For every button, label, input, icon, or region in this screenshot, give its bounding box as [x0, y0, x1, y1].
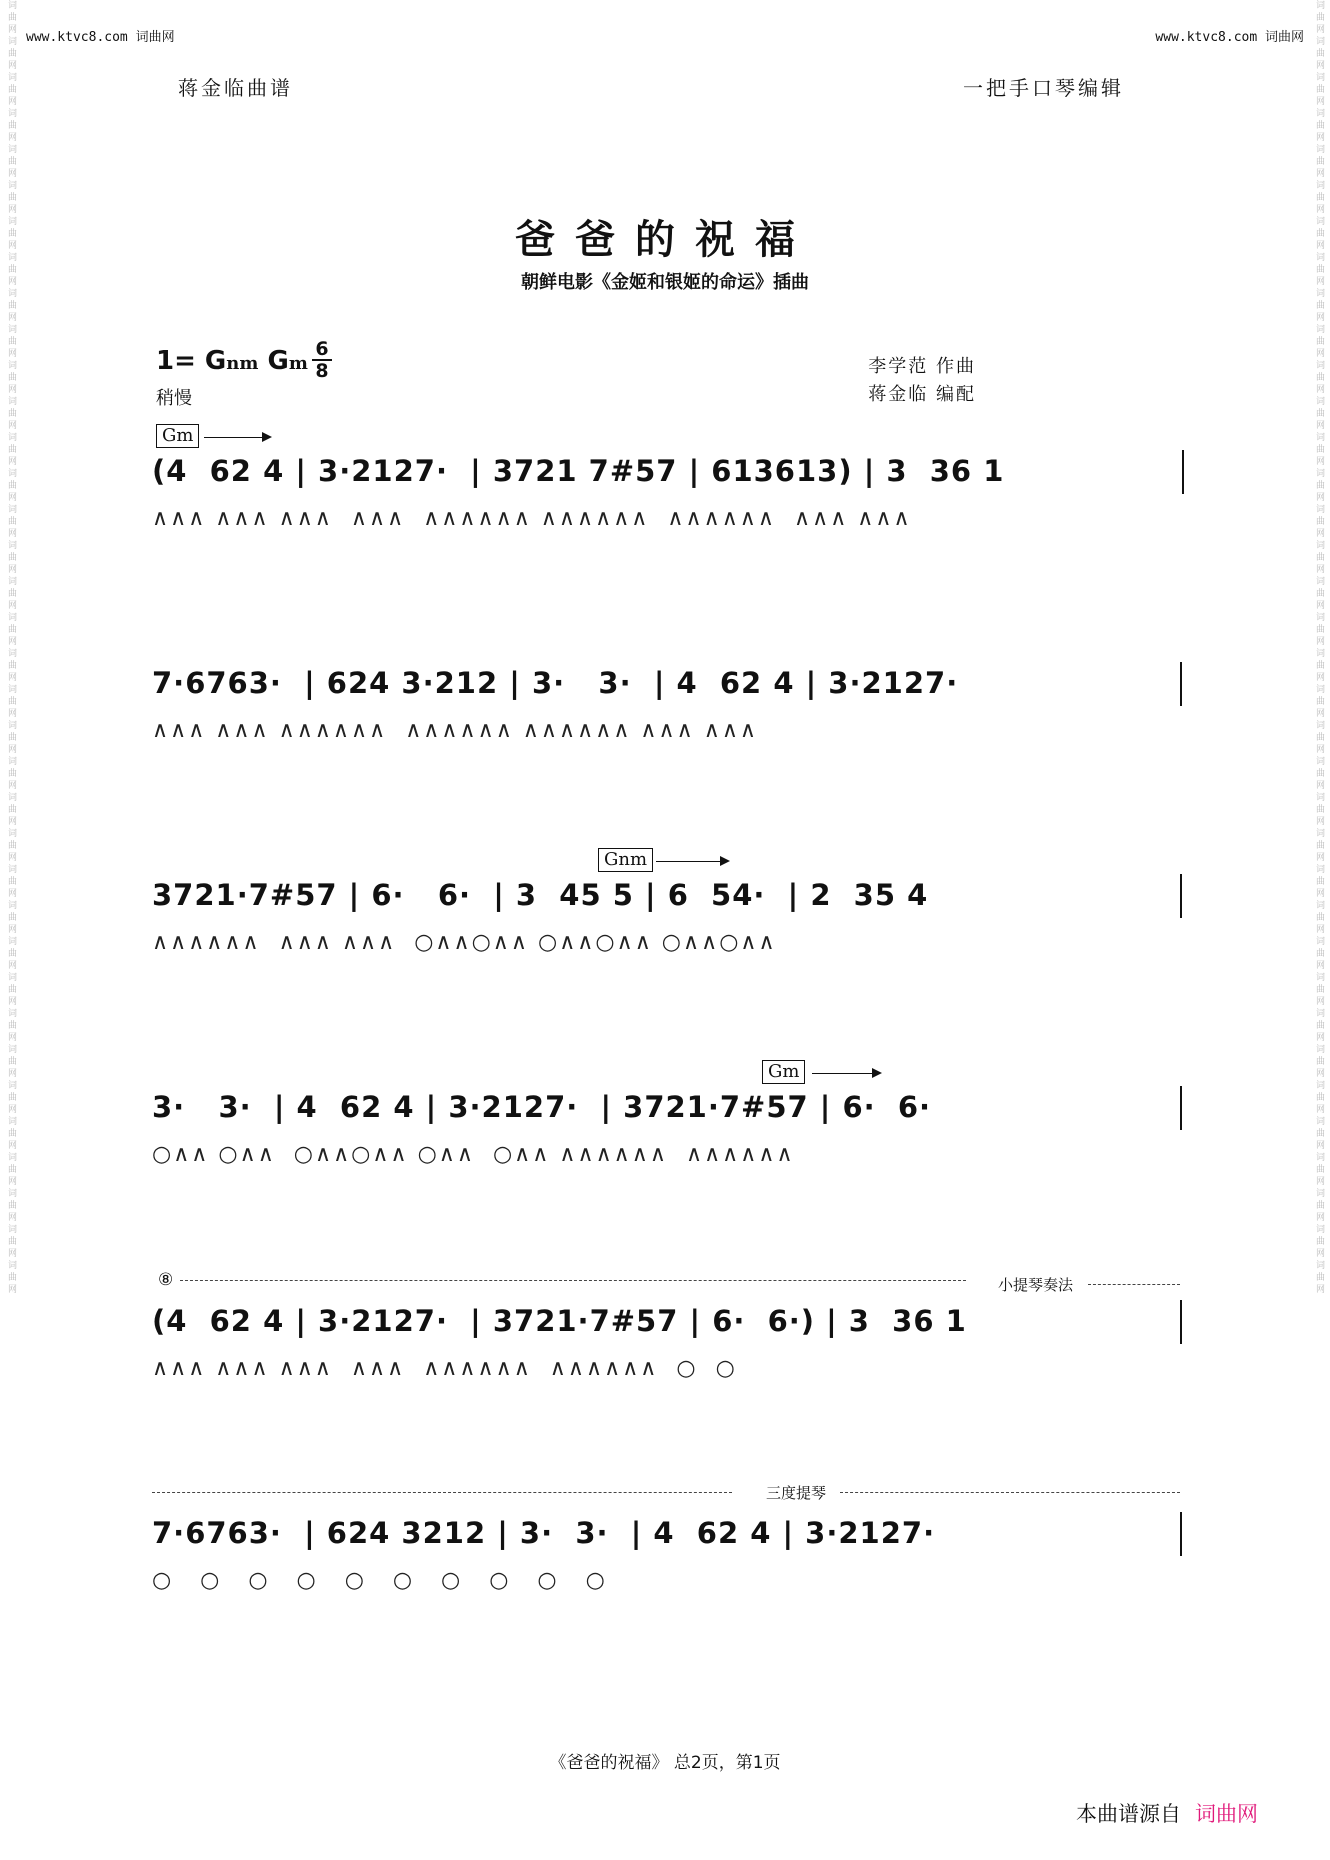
technique-dashed-line — [152, 1492, 732, 1493]
page-title: 爸爸的祝福 — [515, 216, 815, 263]
key-m: m — [288, 353, 308, 374]
bar-line — [1180, 874, 1182, 918]
arranger-credit: 蒋金临 编配 — [868, 384, 976, 405]
time-top: 6 — [315, 338, 329, 360]
breath-marks: ∧∧∧∧∧∧ ∧∧∧ ∧∧∧ ○∧∧○∧∧ ○∧∧○∧∧ ○∧∧○∧∧ — [152, 930, 777, 955]
composer-credit: 李学范 作曲 — [868, 356, 976, 377]
key-mid: G — [258, 346, 289, 376]
notation-line: 3721·7#57 | 6· 6· | 3 45 5 | 6 54· | 2 35 4 — [152, 878, 929, 912]
breath-marks: ○ ○ ○ ○ ○ ○ ○ ○ ○ ○ — [152, 1568, 607, 1593]
time-signature — [312, 340, 332, 380]
chord-label: Gnm — [598, 848, 653, 872]
notation-line: 7·6763· | 624 3212 | 3· 3· | 4 62 4 | 3·2127· — [152, 1516, 936, 1550]
chord-arrow-icon — [204, 437, 270, 438]
chord-arrow-icon — [812, 1073, 880, 1074]
source-brand-link[interactable]: 词曲网 — [1195, 1802, 1258, 1826]
technique-dashed-line — [840, 1492, 1180, 1493]
notation-line: (4 62 4 | 3·2127· | 3721·7#57 | 6· 6·) | 3 36 1 — [152, 1304, 967, 1338]
technique-label: 小提琴奏法 — [998, 1276, 1074, 1294]
bar-line — [1180, 662, 1182, 706]
breath-marks: ∧∧∧ ∧∧∧ ∧∧∧ ∧∧∧ ∧∧∧∧∧∧ ∧∧∧∧∧∧ ○ ○ — [152, 1356, 737, 1381]
technique-dashed-line — [180, 1280, 966, 1281]
source-credit — [1076, 1798, 1258, 1828]
bar-line — [1180, 1086, 1182, 1130]
breath-marks: ○∧∧ ○∧∧ ○∧∧○∧∧ ○∧∧ ○∧∧ ∧∧∧∧∧∧ ∧∧∧∧∧∧ — [152, 1142, 795, 1167]
chord-label: Gm — [156, 424, 199, 448]
notation-line: (4 62 4 | 3·2127· | 3721 7#57 | 613613) | 3 36 1 — [152, 454, 1005, 488]
site-watermark-left: www.ktvc8.com 词曲网 — [26, 30, 175, 45]
breath-marks: ∧∧∧ ∧∧∧ ∧∧∧∧∧∧ ∧∧∧∧∧∧ ∧∧∧∧∧∧ ∧∧∧ ∧∧∧ — [152, 718, 759, 743]
page-subtitle: 朝鲜电影《金姬和银姬的命运》插曲 — [521, 272, 809, 293]
site-watermark-right: www.ktvc8.com 词曲网 — [1155, 30, 1304, 45]
key-nm: nm — [226, 353, 259, 374]
source-prefix: 本曲谱源自 — [1076, 1802, 1181, 1826]
key-signature — [156, 346, 308, 376]
breath-marks: ∧∧∧ ∧∧∧ ∧∧∧ ∧∧∧ ∧∧∧∧∧∧ ∧∧∧∧∧∧ ∧∧∧∧∧∧ ∧∧∧ ∧∧∧ — [152, 506, 912, 531]
chord-label: Gm — [762, 1060, 805, 1084]
notation-line: 7·6763· | 624 3·212 | 3· 3· | 4 62 4 | 3·2127· — [152, 666, 959, 700]
bar-line — [1180, 1300, 1182, 1344]
repeat-marker: ⑧ — [158, 1270, 174, 1290]
time-bottom: 8 — [315, 360, 329, 382]
header-editor: 一把手口琴编辑 — [963, 76, 1124, 100]
tempo-marking: 稍慢 — [156, 388, 192, 409]
side-watermark-left: 词曲网词曲网词曲网词曲网词曲网词曲网词曲网词曲网词曲网词曲网词曲网词曲网词曲网词曲网词曲网词曲网词曲网词曲网词曲网词曲网词曲网词曲网词曲网词曲网词曲网词曲网词曲网词曲网词曲网词曲网词曲网词曲网词曲网词曲网词曲网词曲网 — [6, 0, 16, 1296]
bar-line — [1182, 450, 1184, 494]
side-watermark-right: 词曲网词曲网词曲网词曲网词曲网词曲网词曲网词曲网词曲网词曲网词曲网词曲网词曲网词曲网词曲网词曲网词曲网词曲网词曲网词曲网词曲网词曲网词曲网词曲网词曲网词曲网词曲网词曲网词曲网词曲网词曲网词曲网词曲网词曲网词曲网词曲网 — [1314, 0, 1324, 1296]
notation-line: 3· 3· | 4 62 4 | 3·2127· | 3721·7#57 | 6· 6· — [152, 1090, 932, 1124]
page-footer: 《爸爸的祝福》 总2页，第1页 — [549, 1753, 781, 1773]
bar-line — [1180, 1512, 1182, 1556]
key-prefix: 1= G — [156, 346, 227, 376]
header-source: 蒋金临曲谱 — [178, 76, 293, 100]
technique-dashed-line — [1088, 1284, 1180, 1285]
chord-arrow-icon — [656, 861, 728, 862]
technique-label: 三度提琴 — [766, 1484, 827, 1502]
